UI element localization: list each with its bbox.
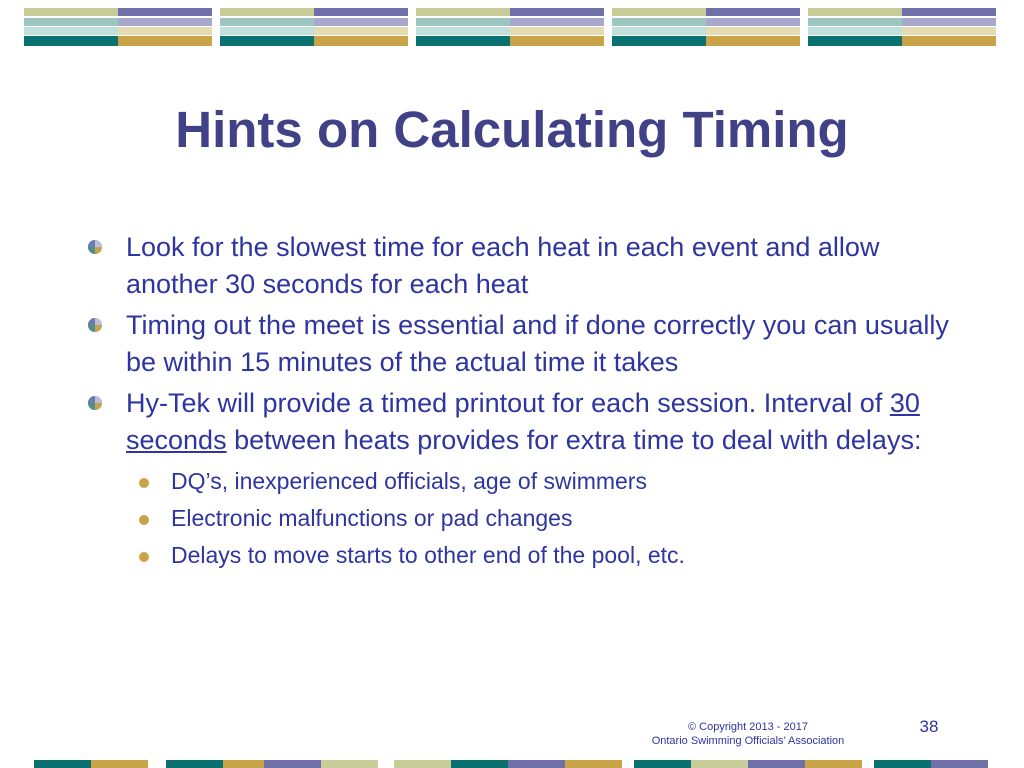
bullet-icon [88, 396, 102, 410]
sub-bullet-item [84, 537, 964, 574]
sub-bullet-item [84, 500, 964, 537]
sub-bullet-item [84, 463, 964, 500]
bullet-text-start: Hy-Tek will provide a timed printout for each session. Interval of [126, 388, 890, 418]
bullet-text: Timing out the meet is essential and if done correctly you can usually be within 15 minutes of the actual time it takes [126, 310, 949, 377]
bullet-item [84, 229, 964, 303]
underlined-interval: 30 seconds [126, 388, 920, 455]
sub-bullet-text: DQ’s, inexperienced officials, age of swimmers [171, 468, 647, 494]
banner-block [220, 8, 408, 46]
bullet-icon [88, 318, 102, 332]
bullet-text: Look for the slowest time for each heat in each event and allow another 30 seconds for each heat [126, 232, 880, 299]
page-number: 38 [919, 717, 939, 736]
bullet-list [84, 229, 964, 574]
banner-block [416, 8, 604, 46]
bullet-text-end: between heats provides for extra time to deal with delays: [226, 425, 922, 455]
bullet-icon [88, 240, 102, 254]
slide-title: Hints on Calculating Timing [175, 101, 849, 158]
top-decorative-banner [24, 8, 1000, 46]
sub-bullet-text: Electronic malfunctions or pad changes [171, 505, 573, 531]
banner-block [24, 8, 212, 46]
bullet-item [84, 307, 964, 381]
sub-bullet-dot-icon [139, 515, 149, 525]
banner-block [612, 8, 800, 46]
sub-bullet-text: Delays to move starts to other end of the pool, etc. [171, 542, 685, 568]
organization-text: Ontario Swimming Officials’ Association [651, 735, 845, 747]
bottom-decorative-strip [34, 760, 1024, 768]
banner-block [808, 8, 996, 46]
bullet-item [84, 385, 964, 459]
copyright-text: © Copyright 2013 - 2017 [687, 721, 808, 733]
sub-bullet-dot-icon [139, 478, 149, 488]
footer [600, 720, 896, 748]
sub-bullet-dot-icon [139, 552, 149, 562]
